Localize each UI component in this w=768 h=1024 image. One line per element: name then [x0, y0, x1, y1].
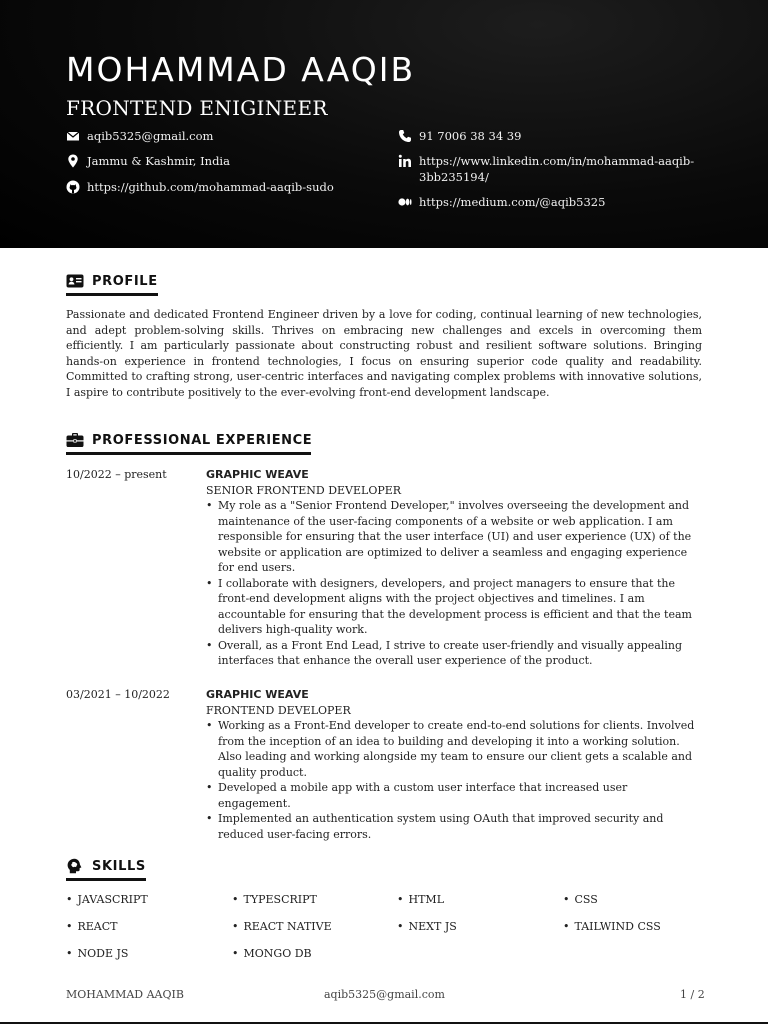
- job-bullet: • I collaborate with designers, developers, and project managers to ensure that the front-end development aligns with the project objectives and timelines. I am accountable for ensuring that the development process is efficient and that the team delivers high-quality work.: [206, 576, 702, 638]
- resume-header: [0, 0, 768, 248]
- profile-heading: [66, 273, 158, 289]
- contact-medium[interactable]: [398, 194, 605, 210]
- phone-icon: [398, 129, 412, 143]
- job-dates: 10/2022 – present: [66, 468, 167, 481]
- linkedin-link-line2: 3bb235194/: [419, 170, 489, 184]
- profile-underline: [66, 293, 158, 296]
- skill-item: • TYPESCRIPT: [232, 892, 317, 907]
- medium-icon: [398, 195, 412, 209]
- github-link: https://github.com/mohammad-aaqib-sudo: [87, 180, 334, 194]
- briefcase-icon: [66, 432, 84, 448]
- skill-item: • NEXT JS: [397, 919, 457, 934]
- map-pin-icon: [66, 154, 80, 168]
- contact-phone[interactable]: [398, 128, 521, 144]
- footer-email: aqib5325@gmail.com: [324, 988, 445, 1001]
- job-company: GRAPHIC WEAVE: [206, 468, 309, 481]
- job-entry: [66, 687, 702, 841]
- skills-underline: [66, 878, 146, 881]
- contact-linkedin[interactable]: [398, 153, 694, 185]
- job-company: GRAPHIC WEAVE: [206, 688, 309, 701]
- job-bullet: • Developed a mobile app with a custom user interface that increased user engagement.: [206, 780, 702, 811]
- id-card-icon: [66, 273, 84, 289]
- footer-page-number: 1 / 2: [680, 988, 705, 1001]
- job-dates: 03/2021 – 10/2022: [66, 688, 170, 701]
- linkedin-link-line1: https://www.linkedin.com/in/mohammad-aaqib-: [419, 154, 695, 168]
- job-entry: [66, 467, 702, 672]
- skill-item: • MONGO DB: [232, 946, 312, 961]
- location-text: Jammu & Kashmir, India: [87, 154, 230, 168]
- github-icon: [66, 180, 80, 194]
- skill-item: • CSS: [563, 892, 598, 907]
- job-bullet: • Working as a Front-End developer to create end-to-end solutions for clients. Involved from the inception of an idea to building and developing it into a working solution. Also leading and working alongside my team to ensure our client gets a scalable and quality product.: [206, 718, 702, 780]
- candidate-role: FRONTEND ENIGINEER: [66, 96, 328, 120]
- experience-title: PROFESSIONAL EXPERIENCE: [92, 432, 313, 448]
- skills-title: SKILLS: [92, 858, 146, 874]
- skill-item: • HTML: [397, 892, 444, 907]
- contact-github[interactable]: [66, 179, 334, 195]
- job-title: SENIOR FRONTEND DEVELOPER: [206, 483, 402, 497]
- skills-heading: [66, 858, 146, 874]
- contact-location: [66, 153, 230, 169]
- mail-icon: [66, 129, 80, 143]
- footer-name: MOHAMMAD AAQIB: [66, 988, 184, 1001]
- job-bullet: • Overall, as a Front End Lead, I strive to create user-friendly and visually appealing interfaces that enhance the overall user experience of the product.: [206, 638, 702, 669]
- profile-title: PROFILE: [92, 273, 158, 289]
- contact-email[interactable]: [66, 128, 213, 144]
- skill-item: • REACT NATIVE: [232, 919, 332, 934]
- experience-underline: [66, 452, 311, 455]
- skill-item: • JAVASCRIPT: [66, 892, 148, 907]
- job-bullet: • My role as a "Senior Frontend Developer," involves overseeing the development and maintenance of the user-facing components of a website or web application. I am responsible for ensuring that the user interface (UI) and user experience (UX) of the website or application are optimized to deliver a seamless and engaging experience for end users.: [206, 498, 702, 576]
- brain-head-icon: [66, 858, 84, 874]
- medium-link: https://medium.com/@aqib5325: [419, 195, 606, 209]
- experience-heading: [66, 432, 312, 448]
- profile-summary: Passionate and dedicated Frontend Engineer driven by a love for coding, continual learning of new technologies, and adept problem-solving skills. Thrives on embracing new challenges and excels in overcoming them efficiently. I am particularly passionate about constructing robust and resilient software solutions. Bringing hands-on experience in frontend technologies, I focus on ensuring superior code quality and readability. Committed to crafting strong, user-centric interfaces and navigating complex problems with innovative solutions, I aspire to contribute positively to the ever-evolving front-end development landscape.: [66, 308, 702, 399]
- job-title: FRONTEND DEVELOPER: [206, 703, 351, 717]
- phone-text: 91 7006 38 34 39: [419, 129, 522, 143]
- email-text: aqib5325@gmail.com: [87, 129, 214, 143]
- skill-item: • REACT: [66, 919, 118, 934]
- job-bullets: [206, 498, 702, 669]
- candidate-name: MOHAMMAD AAQIB: [66, 50, 416, 89]
- job-bullet: • Implemented an authentication system using OAuth that improved security and reduced user-facing errors.: [206, 811, 702, 842]
- skill-item: • TAILWIND CSS: [563, 919, 661, 934]
- skill-item: • NODE JS: [66, 946, 128, 961]
- job-bullets: [206, 718, 702, 842]
- linkedin-icon: [398, 154, 412, 168]
